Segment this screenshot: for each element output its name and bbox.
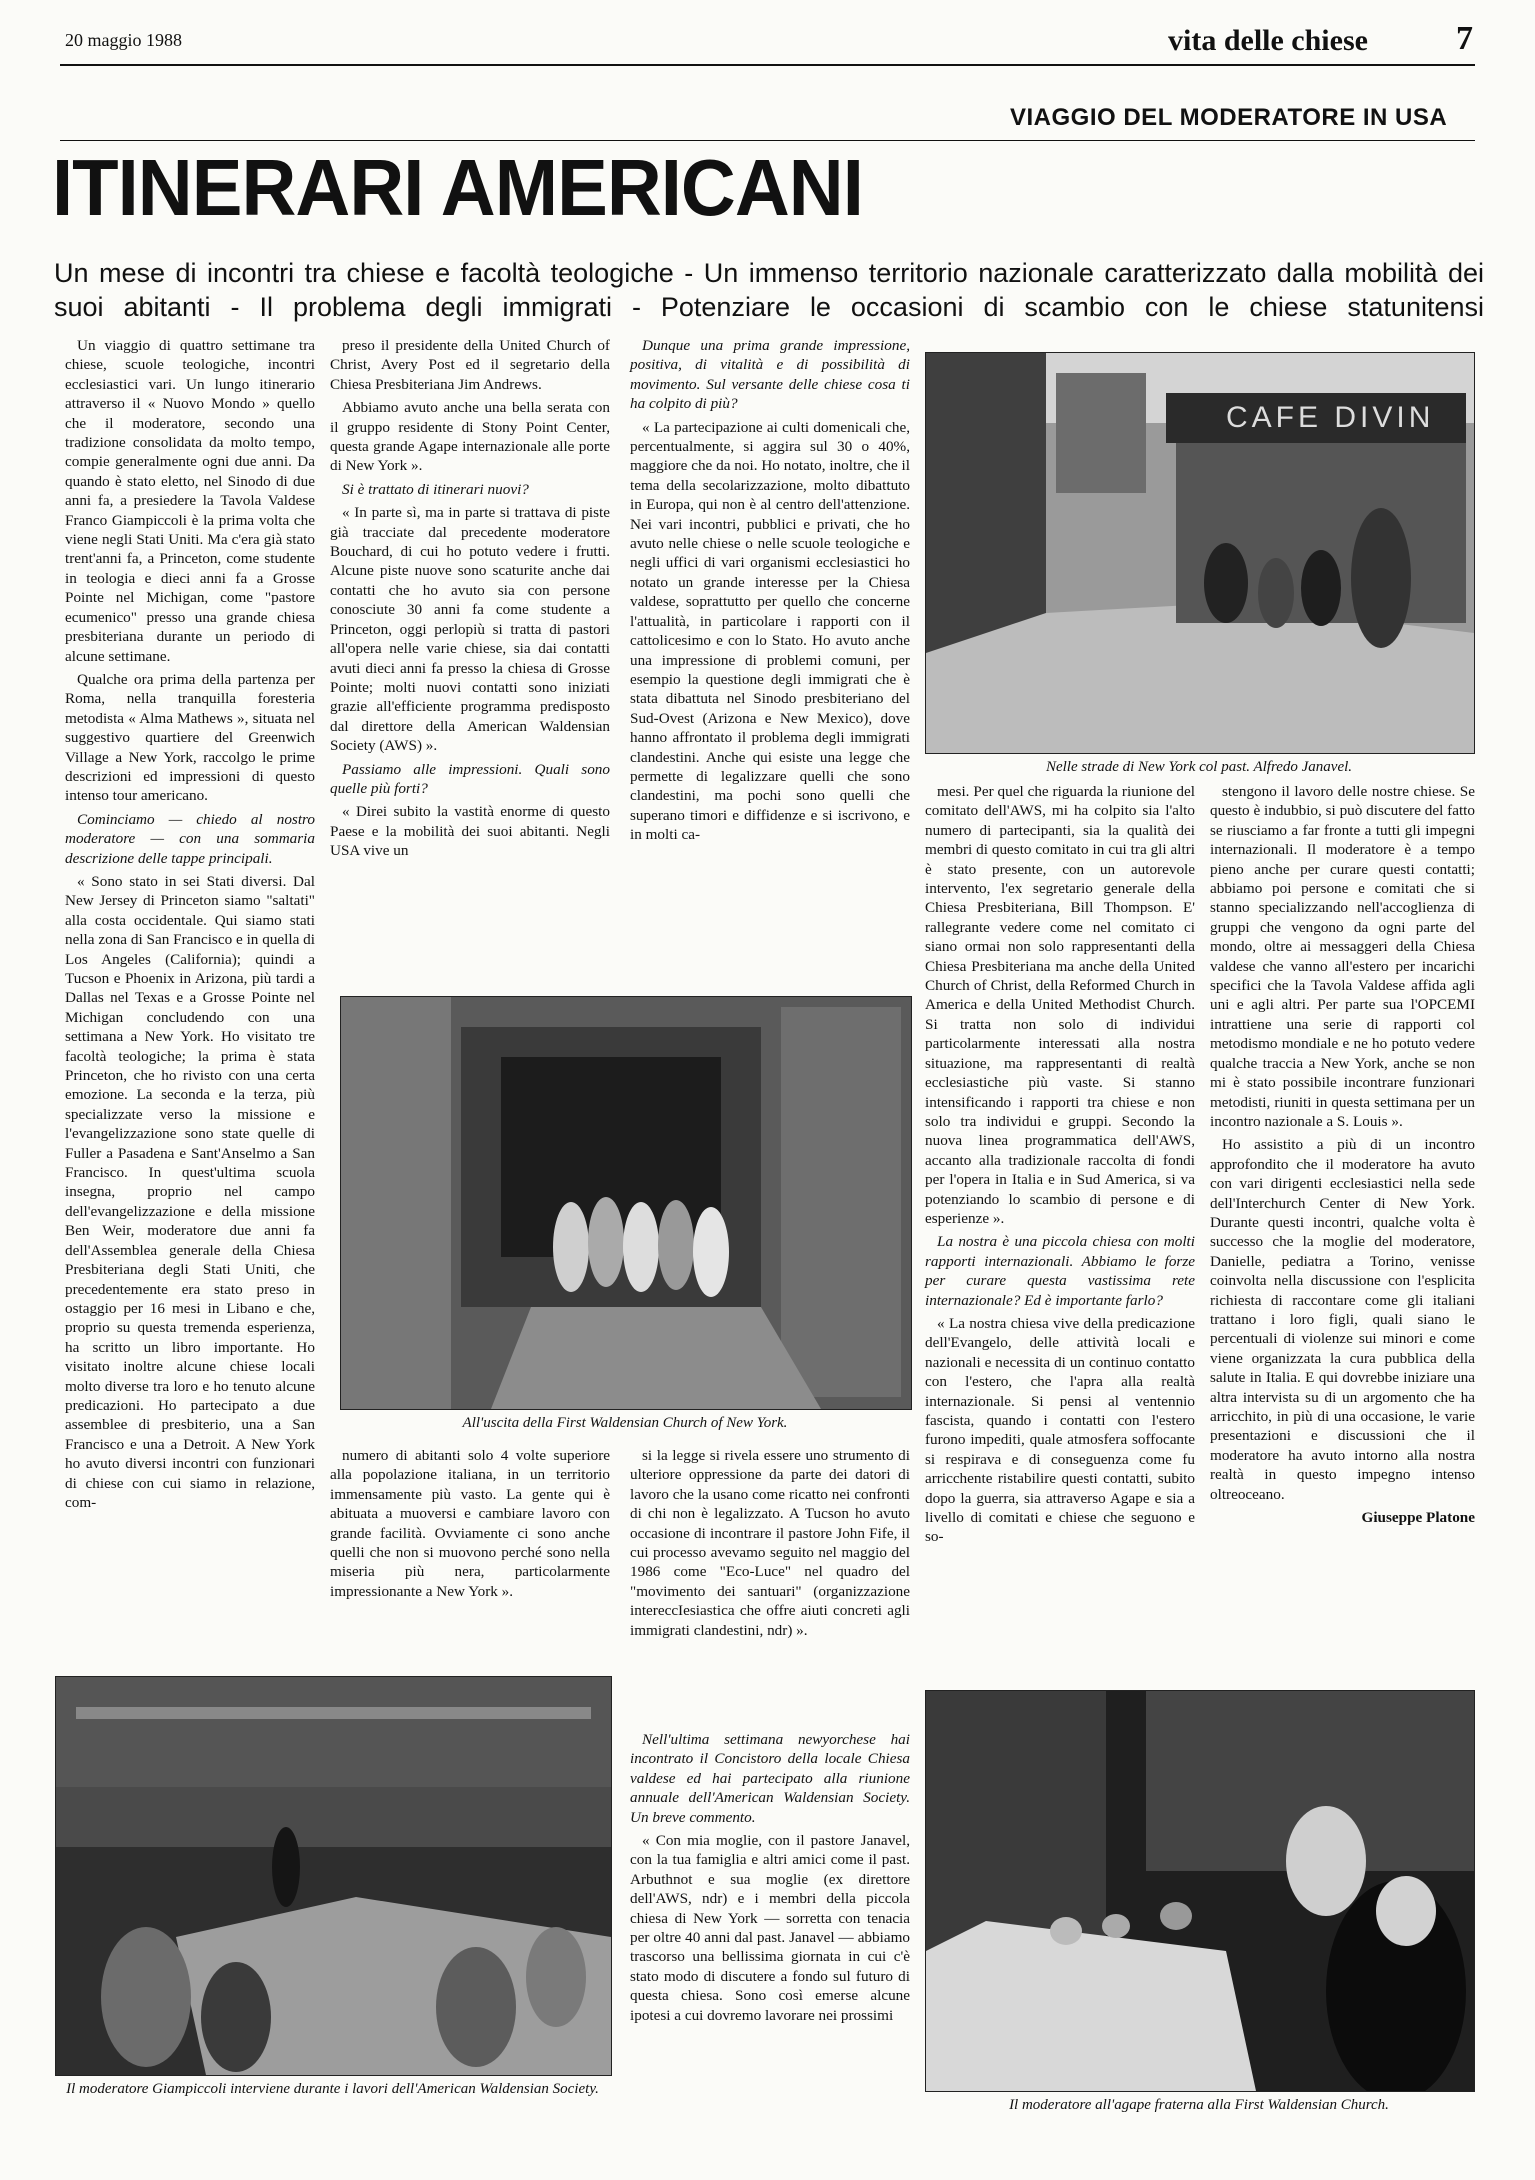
article-column-4 [925,782,1195,1551]
paragraph: « Con mia moglie, con il pastore Janavel, con la tua famiglia e altri amici come il past. Arbuthnot e sua moglie (ex direttore dell'AWS, ndr) e i membri della piccola chiesa di New York — sorretta con tenacia per oltre 40 anni dal past. Janavel — abbiamo trascorso una bellissima giornata in cui c'è stato modo di discutere a fondo sul futuro di questa chiesa. Sono così emerse alcune ipotesi a cui dovremo lavorare nei prossimi [630,1832,910,2024]
photo-agape [925,1690,1475,2092]
masthead-rule [60,64,1475,66]
issue-date: 20 maggio 1988 [65,30,182,50]
paragraph: si la legge si rivela essere uno strumento di ulteriore oppressione da parte dei datori di lavoro che la usano come ricatto nei confronti di chi non è legalizzato. A Tucson ho avuto occasione di incontrare il pastore John Fife, il cui processo avevamo seguito nel maggio del 1986 come "Eco-Luce" nel quadro del "movimento dei santuari" (organizzazione intereccIesiastica che offre aiuti concreti agli immigrati clandestini, ndr) ». [630,1447,910,1639]
caption-street: Nelle strade di New York col past. Alfredo Janavel. [1045,759,1353,775]
photo-church-exit [340,996,912,1410]
subheadline: Un mese di incontri tra chiese e facoltà teologiche - Un immenso territorio nazionale caratterizzato dalla mobilità dei suoi abitanti - Il problema degli immigrati - Potenziare le occasioni di scambio con le chiese statunitensi [54,258,1484,322]
interview-question: Dunque una prima grande impressione, positiva, di vitalità e di possibilità di movimento. Sul versante delle chiese cosa ti ha colpito di più? [630,337,910,413]
paragraph: « Sono stato in sei Stati diversi. Dal New Jersey di Princeton siamo "saltati" alla costa occidentale. Qui siamo stati nella zona di San Francisco e in quella di Los Angeles (California); quindi a Tucson e Phoenix in Arizona, più tardi a Dallas nel Texas e a Grosse Pointe nel Michigan concludendo con una settimana a New York. Ho visitato tre facoltà teologiche; la prima è stata Princeton, che ho rivisto con una certa emozione. La seconda e la terza, più specializzate verso la missione e l'evangelizzazione sono state quelle di Fuller a Pasadena e Sant'Anselmo a San Francisco. In quest'ultima scuola insegna, proprio nel campo dell'evangelizzazione e della missione Ben Weir, moderatore due anni fa dell'Assemblea generale della Chiesa Presbiteriana degli Stati Uniti, che precedentemente era stato preso in ostaggio per 16 mesi in Libano e che, proprio su questa tremenda esperienza, ha scritto un libro importante. Ho visitato inoltre alcune chiese locali molto diverse tra loro e ho tenuto alcune predicazioni. Ho partecipato a due assemblee di presbiterio, una a San Francisco e una a Detroit. A New York ho avuto diversi incontri con funzionari di chiese con cui siamo in relazione, com- [65,872,315,1511]
caption-church: All'uscita della First Waldensian Church of New York. [462,1415,788,1431]
paragraph: Qualche ora prima della partenza per Roma, nella tranquilla foresteria metodista « Alma Mathews », situata nel suggestivo quartiere del Greenwich Village a New York, raccolgo le prime descrizioni ed impressioni di questo intenso tour americano. [65,670,315,805]
headline: ITINERARI AMERICANI [52,143,863,232]
article-column-2-top [330,336,610,865]
page-number: 7 [1456,20,1473,57]
paragraph: « In parte sì, ma in parte si trattava di piste già tracciate dal precedente moderatore Bouchard, di cui ho potuto vedere i frutti. Alcune piste nuove sono scaturite anche dai contatti che ho avuto sia con persone conosciute 30 anni fa come studente a Princeton, oggi perlopiù si tratta di pastori all'opera nelle varie chiese, sia dai contatti avuti dieci anni fa presso la chiesa di Grosse Pointe; molti nuovi contatti sono iniziati grazie all'efficiente programma predisposto dal direttore della American Waldensian Society (AWS) ». [330,504,610,755]
paragraph: « La nostra chiesa vive della predicazione dell'Evangelo, delle attività locali e nazionali e necessita di un continuo contatto con l'estero, che l'apra alla realtà internazionale. Si pensi al ventennio fascista, quando i contatti con l'estero furono impediti, quale atmosfera soffocante si respirava e di conseguenza come fu arricchente ristabilire questi contatti, subito dopo la guerra, sia attraverso Agape e sia a livello di comitati e chiese che seguono e so- [925,1314,1195,1546]
interview-question: Passiamo alle impressioni. Quali sono quelle più forti? [330,760,610,797]
interview-question: Si è trattato di itinerari nuovi? [342,480,529,498]
interview-question: Nell'ultima settimana newyorchese hai incontrato il Concistoro della locale Chiesa valdese ed hai partecipato alla riunione annuale dell'American Waldensian Society. Un breve commento. [630,1731,910,1826]
caption-meeting: Il moderatore Giampiccoli interviene durante i lavori dell'American Waldensian Society. [66,2081,599,2097]
kicker: VIAGGIO DEL MODERATORE IN USA [1010,104,1448,131]
paragraph: Abbiamo avuto anche una bella serata con il gruppo residente di Stony Point Center, questa grande Agape internazionale alle porte di New York ». [330,399,610,475]
paragraph: Un viaggio di quattro settimane tra chiese, scuole teologiche, incontri ecclesiastici vari. Un lungo itinerario attraverso il « Nuovo Mondo » quello che il moderatore, secondo una tradizione consolidata da molto tempo, compie generalmente ogni due anni. Da quando è stato eletto, nel Sinodo di due anni fa, a presiedere la Tavola Valdese Franco Giampiccoli è la prima volta che viene negli Stati Uniti. Ma c'era già stato trent'anni fa, a Princeton, come studente in teologia e dieci anni fa a Grosse Pointe nel Michigan, come "pastore ecumenico" presso una grande chiesa presbiteriana durante un periodo di alcune settimane. [65,337,315,665]
interview-question: La nostra è una piccola chiesa con molti rapporti internazionali. Abbiamo le forze per curare questa vastissima rete internazionale? Ed è importante farlo? [925,1233,1195,1309]
paragraph: mesi. Per quel che riguarda la riunione del comitato dell'AWS, mi ha colpito sia l'alto numero di partecipanti, sia la qualità dei membri di questo comitato in cui tra gli altri è stato presente, con un autorevole intervento, l'ex segretario generale della Chiesa Presbiteriana, Bill Thompson. E' rallegrante vedere come nel comitato ci siano ormai non solo rappresentanti della Chiesa Presbiteriana ma anche della United Church of Christ, della Reformed Church in America e della United Methodist Church. Si tratta non solo di individui particolarmente interessati alla nostra situazione, ma rappresentanti di realtà ecclesiastiche più vaste. Si stanno intensificando i rapporti tra chiese e non solo tra individui e gruppi. Secondo la nuova linea programmatica dell'AWS, accanto alla tradizionale raccolta di fondi per l'opera in Italia e in Sud America, si va potenziando lo scambio di persone e di esperienze ». [925,783,1195,1227]
article-column-2-bottom [330,1446,610,1605]
paragraph: preso il presidente della United Church of Christ, Avery Post ed il segretario della Chiesa Presbiteriana Jim Andrews. [330,337,610,393]
cafe-sign: CAFE DIVIN [1226,401,1435,434]
photo-aws-meeting [55,1676,612,2076]
section-title: vita delle chiese [1168,24,1368,57]
article-column-3-bottom [630,1730,910,2029]
article-column-1 [65,336,315,1516]
interview-question: Cominciamo — chiedo al nostro moderatore — con una sommaria descrizione delle tappe principali. [65,810,315,867]
paragraph: « Direi subito la vastità enorme di questo Paese e la mobilità dei suoi abitanti. Negli USA vive un [330,803,610,860]
author-signature: Giuseppe Platone [1361,1509,1475,1527]
paragraph: Ho assistito a più di un incontro approfondito che il moderatore ha avuto con vari dirigenti ecclesiastici nella sede dell'Interchurch Center di New York. Durante questi incontri, qualche volta è successo che la moglie del moderatore, Danielle, pediatra a Torino, venisse coinvolta nella discussione con l'esplicita richiesta di raccontare come gli italiani trattano i loro figli, quali siano le percentuali di violenze sui minori e come viene organizzata la cura pubblica della salute in Italia. E qui dovrebbe iniziare una altra intervista su di un argomento che ha arricchito, in più di una occasione, le varie presentazioni e discussioni che il moderatore ha avuto intorno alla nostra realtà in questo impegno intenso oltreoceano. [1210,1136,1475,1503]
article-column-5 [1210,782,1475,1531]
paragraph: numero di abitanti solo 4 volte superiore alla popolazione italiana, in un territorio immensamente più vasto. La gente qui è abituata a muoversi e cambiare lavoro con grande facilità. Ovviamente ci sono anche quelli che non si muovono perché sono nella miseria più nera, particolarmente impressionante a New York ». [330,1447,610,1600]
article-column-3-middle [630,1446,910,1644]
photo-street-new-york [925,352,1475,754]
caption-agape: Il moderatore all'agape fraterna alla First Waldensian Church. [1009,2097,1389,2113]
kicker-rule [60,140,1475,141]
paragraph: stengono il lavoro delle nostre chiese. Se questo è indubbio, si può discutere del fatto se riusciamo a far fronte a tutti gli impegni internazionali. Il moderatore è a tempo pieno anche per curare questi contatti; abbiamo poi persone e comitati che si stanno specializzando nell'accoglienza di gruppi che vengono da ogni parte del mondo, oltre ai messaggeri della Chiesa valdese che vanno all'estero per incarichi specifici che la Tavola Valdese affida agli uni e agli altri. Per parte sua l'OPCEMI intrattiene una serie di rapporti col metodismo mondiale e ne ho potuto vedere qualche traccia a New York, anche se non mi è stato possibile incontrare funzionari metodisti, riuniti in questa settimana per un incontro nazionale a S. Louis ». [1210,783,1475,1130]
article-column-3-top [630,336,910,849]
paragraph: « La partecipazione ai culti domenicali che, percentualmente, si aggira sul 30 o 40%, maggiore che da noi. Ho notato, inoltre, che il tema della secolarizzazione, molto dibattuto in Europa, qui non è al centro dell'attenzione. Nei vari incontri, pubblici e privati, che ho avuto nelle chiese o nelle scuole teologiche e negli uffici di vari organismi ecclesiastici ho notato un grande interesse per la Chiesa valdese, soprattutto per quello che concerne l'attualità, in particolare i rapporti con il cattolicesimo e con lo Stato. Ho avuto anche una impressione di problemi comuni, per esempio la questione degli immigrati che è stata dibattuta nel Sinodo presbiteriano del Sud-Ovest (Arizona e New Mexico), dove hanno affrontato il problema degli immigrati clandestini. Anche qui esiste una legge che permette di legalizzare quelli che sono clandestini, ma pochi sono quelli che superano timori e diffidenze e si iscrivono, e in molti ca- [630,418,910,844]
